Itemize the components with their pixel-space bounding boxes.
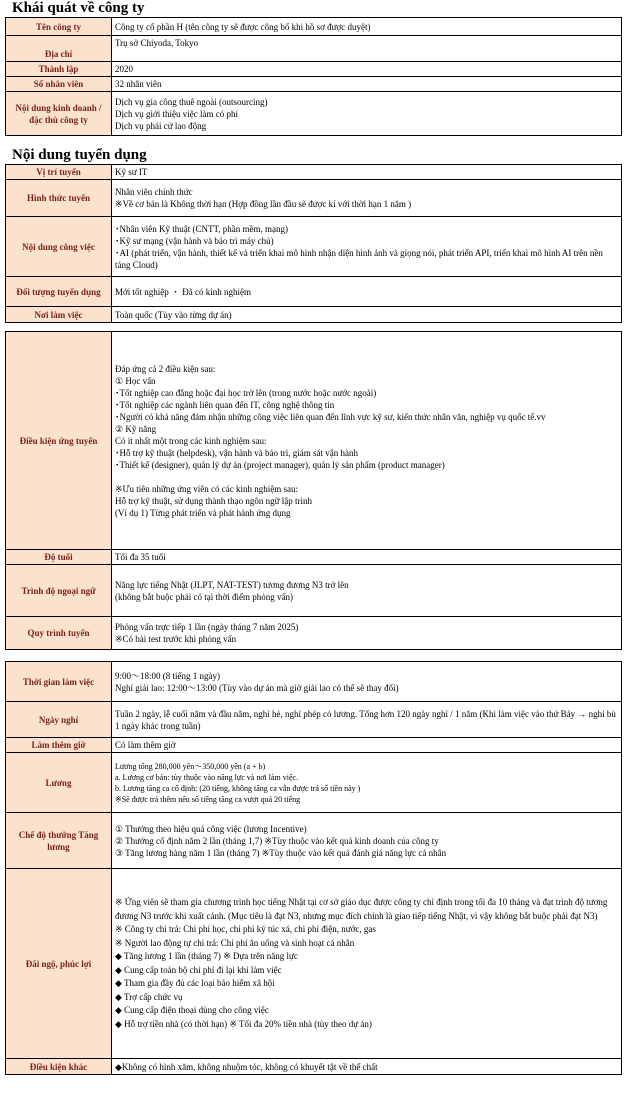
value-line: Dịch vụ phái cử lao động bbox=[115, 120, 207, 131]
value-line: ※Có bài test trước khi phỏng vấn bbox=[115, 634, 237, 644]
row-value bbox=[112, 217, 622, 277]
value-line: ◆ Tăng lương 1 lần (tháng 7) ※ Dựa trên năng lực bbox=[115, 951, 298, 961]
row-value bbox=[112, 36, 622, 62]
table-row bbox=[6, 813, 622, 869]
row-value bbox=[112, 702, 622, 738]
value-line: ① Thưởng theo hiệu quả công việc (lương Incentive) bbox=[115, 823, 307, 834]
value-line: ･Tốt nghiệp các ngành liên quan đến IT, công nghệ thông tin bbox=[115, 399, 335, 410]
row-value bbox=[112, 869, 622, 1059]
value-line: Nhân viên chính thức bbox=[115, 187, 193, 197]
value-line: ※ Ứng viên sẽ tham gia chương trình học tiếng Nhật tại cơ sở giáo dục được công ty chỉ định trong tối đa 10 tháng và đạt trình độ tương đương N3 trước khi xuất cảnh. (Mục tiêu là đạt N3, nhưng mục đích chính là giao tiếp tiếng Nhật, vì vậy không bắt buộc phải đạt N3) bbox=[115, 897, 608, 921]
value-line: ･Nhân viên Kỹ thuật (CNTT, phần mềm, mạng) bbox=[115, 223, 289, 234]
table-row bbox=[6, 165, 622, 180]
value-line: Công ty cổ phần H (tên công ty sẽ được công bố khi hồ sơ được duyệt) bbox=[115, 21, 371, 32]
row-value bbox=[112, 617, 622, 650]
value-line: ･Thiết kế (designer), quản lý dự án (project manager), quản lý sản phẩm (product manager) bbox=[115, 459, 445, 470]
table-row bbox=[6, 753, 622, 813]
row-label: Số nhân viên bbox=[6, 77, 112, 92]
row-value bbox=[112, 753, 622, 813]
row-label: Độ tuổi bbox=[6, 550, 112, 565]
row-value bbox=[112, 62, 622, 77]
table-row bbox=[6, 77, 622, 92]
value-line: ･AI (phát triển, vận hành, thiết kế và triển khai mô hình nhận diện hình ảnh và giọng nói, phát triển API, triển khai mô hình AI trên nền tảng Cloud) bbox=[115, 247, 603, 270]
row-value bbox=[112, 565, 622, 617]
value-line: ※Ưu tiên những ứng viên có các kinh nghiệm sau: bbox=[115, 483, 298, 494]
value-line: ･Tốt nghiệp cao đẳng hoặc đại học trở lên (trong nước hoặc nước ngoài) bbox=[115, 387, 377, 398]
row-label: Trình độ ngoại ngữ bbox=[6, 565, 112, 617]
row-value bbox=[112, 18, 622, 36]
row-label: Làm thêm giờ bbox=[6, 738, 112, 753]
value-line: (Ví dụ 1) Từng phát triển và phát hành ứng dụng bbox=[115, 507, 291, 518]
value-line: b. Lương tăng ca cố định: (20 tiếng, không tăng ca vẫn được trả số tiền này ) bbox=[115, 783, 361, 793]
row-value bbox=[112, 165, 622, 180]
value-line: ･Kỹ sư mạng (vận hành và bảo trì máy chủ) bbox=[115, 235, 274, 246]
value-line: Dịch vụ gia công thuê ngoài (outsourcing) bbox=[115, 96, 268, 107]
row-value bbox=[112, 77, 622, 92]
row-label: Điều kiện khác bbox=[6, 1059, 112, 1075]
row-label: Thành lập bbox=[6, 62, 112, 77]
row-value bbox=[112, 332, 622, 550]
row-value bbox=[112, 550, 622, 565]
value-line: Có làm thêm giờ bbox=[115, 740, 176, 750]
table-row bbox=[6, 36, 622, 62]
row-value bbox=[112, 738, 622, 753]
value-line: ◆Không có hình xăm, không nhuộm tóc, không có khuyết tật về thể chất bbox=[115, 1061, 378, 1072]
value-line: ※ Người lao động tự chi trả: Chi phí ăn uống và sinh hoạt cá nhân bbox=[115, 937, 355, 948]
table-row bbox=[6, 1059, 622, 1075]
value-line: ③ Tăng lương hàng năm 1 lần (tháng 7) ※Tùy thuộc vào kết quả đánh giá năng lực cá nhân bbox=[115, 847, 447, 858]
table-row bbox=[6, 332, 622, 550]
value-line: Toàn quốc (Tùy vào từng dự án) bbox=[115, 309, 232, 320]
row-value bbox=[112, 180, 622, 217]
blank-line bbox=[115, 471, 618, 483]
row-value bbox=[112, 662, 622, 702]
table-row bbox=[6, 702, 622, 738]
row-label: Nội dung công việc bbox=[6, 217, 112, 277]
row-value bbox=[112, 277, 622, 307]
row-label: Thời gian làm việc bbox=[6, 662, 112, 702]
requirements-table bbox=[5, 331, 622, 650]
row-value bbox=[112, 307, 622, 323]
value-line: (không bắt buộc phải có tại thời điểm phỏng vấn) bbox=[115, 591, 293, 602]
value-line: Phỏng vấn trực tiếp 1 lần (ngày tháng 7 năm 2025) bbox=[115, 622, 299, 632]
row-label: Lương bbox=[6, 753, 112, 813]
value-line: Năng lực tiếng Nhật (JLPT, NAT-TEST) tương đương N3 trở lên bbox=[115, 579, 349, 590]
value-line: ② Kỹ năng bbox=[115, 423, 157, 434]
table-row bbox=[6, 180, 622, 217]
row-label: Địa chỉ bbox=[6, 36, 112, 62]
value-line: 2020 bbox=[115, 64, 133, 74]
row-label: Vị trí tuyển bbox=[6, 165, 112, 180]
table-row bbox=[6, 550, 622, 565]
row-value bbox=[112, 813, 622, 869]
table-row bbox=[6, 662, 622, 702]
row-label: Điều kiện ứng tuyển bbox=[6, 332, 112, 550]
value-line: a. Lương cơ bản: tùy thuộc vào năng lực và nơi làm việc. bbox=[115, 772, 299, 782]
table-row bbox=[6, 92, 622, 136]
value-line: ② Thưởng cố định năm 2 lần (tháng 1,7) ※Tùy thuộc vào kết quả kinh doanh của công ty bbox=[115, 835, 439, 846]
row-value bbox=[112, 92, 622, 136]
table-row bbox=[6, 617, 622, 650]
value-line: Tối đa 35 tuổi bbox=[115, 552, 166, 562]
value-line: 9:00～18:00 (8 tiếng 1 ngày) bbox=[115, 670, 220, 681]
section-title-company: Khái quát về công ty bbox=[12, 0, 145, 16]
table-row bbox=[6, 217, 622, 277]
value-line: ① Học vấn bbox=[115, 375, 156, 386]
table-row bbox=[6, 62, 622, 77]
value-line: ◆ Tham gia đầy đủ các loại bảo hiểm xã hội bbox=[115, 978, 275, 988]
value-line: ･Người có khả năng đảm nhận những công việc liên quan đến lĩnh vực kỹ sư, kiến thức nhân văn, nghiệp vụ quốc tế.vv bbox=[115, 411, 546, 422]
value-line: Hỗ trợ kỹ thuật, sử dụng thành thạo ngôn ngữ lập trình bbox=[115, 495, 312, 506]
value-line: ※Sẽ được trả thêm nếu số tiếng tăng ca vượt quá 20 tiếng bbox=[115, 794, 301, 804]
company-table bbox=[5, 17, 622, 136]
value-line: 32 nhân viên bbox=[115, 79, 162, 89]
value-line: Trụ sở Chiyoda, Tokyo bbox=[115, 38, 199, 48]
conditions-table bbox=[5, 661, 622, 1075]
value-line: Kỹ sư IT bbox=[115, 167, 148, 177]
table-row bbox=[6, 565, 622, 617]
value-line: ◆ Hỗ trợ tiền nhà (có thời hạn) ※ Tối đa 20% tiền nhà (tùy theo dự án) bbox=[115, 1018, 372, 1029]
value-line: ◆ Cung cấp điện thoại dùng cho công việc bbox=[115, 1005, 269, 1015]
row-label: Quy trình tuyển bbox=[6, 617, 112, 650]
value-line: Có ít nhất một trong các kinh nghiệm sau: bbox=[115, 435, 267, 446]
table-row bbox=[6, 18, 622, 36]
table-row bbox=[6, 869, 622, 1059]
row-label: Tên công ty bbox=[6, 18, 112, 36]
table-row bbox=[6, 738, 622, 753]
value-line: ◆ Trợ cấp chức vụ bbox=[115, 991, 183, 1002]
section-title-recruitment: Nội dung tuyển dụng bbox=[12, 147, 147, 163]
row-label: Đối tượng tuyển dụng bbox=[6, 277, 112, 307]
value-line: Nghỉ giải lao: 12:00～13:00 (Tùy vào dự án mà giờ giải lao có thể sẽ thay đổi) bbox=[115, 682, 399, 693]
row-value bbox=[112, 1059, 622, 1075]
row-label: Nơi làm việc bbox=[6, 307, 112, 323]
table-row bbox=[6, 307, 622, 323]
value-line: Đáp ứng cả 2 điều kiện sau: bbox=[115, 363, 216, 374]
value-line: ･Hỗ trợ kỹ thuật (helpdesk), vận hành và bảo trì, giám sát vận hành bbox=[115, 447, 358, 458]
table-row bbox=[6, 277, 622, 307]
value-line: ※Về cơ bản là Không thời hạn (Hợp đồng lần đầu sẽ được kí với thời hạn 1 năm ) bbox=[115, 199, 412, 209]
value-line: Lương tổng 280,000 yên～350,000 yên (a + b) bbox=[115, 761, 266, 771]
row-label: Đãi ngộ, phúc lợi bbox=[6, 869, 112, 1059]
row-label: Nội dung kinh doanh / đặc thù công ty bbox=[6, 92, 112, 136]
row-label: Chế độ thưởng Tăng lương bbox=[6, 813, 112, 869]
value-line: Tuần 2 ngày, lễ cuối năm và đầu năm, nghỉ hè, nghỉ phép có lương. Tổng hơn 120 ngày nghỉ / 1 năm (Khi làm việc vào thứ Bảy → nghỉ bù 1 ngày khác trong tuần) bbox=[115, 708, 616, 731]
row-label: Hình thức tuyển bbox=[6, 180, 112, 217]
value-line: ◆ Cung cấp toàn bộ chi phí đi lại khi làm việc bbox=[115, 964, 282, 975]
value-line: Mới tốt nghiệp ・ Đã có kinh nghiệm bbox=[115, 286, 251, 297]
value-line: ※ Công ty chi trả: Chi phí học, chi phí ký túc xá, chi phí điện, nước, gas bbox=[115, 924, 376, 934]
recruitment-table bbox=[5, 164, 622, 323]
value-line: Dịch vụ giới thiệu việc làm có phí bbox=[115, 108, 238, 119]
row-label: Ngày nghỉ bbox=[6, 702, 112, 738]
